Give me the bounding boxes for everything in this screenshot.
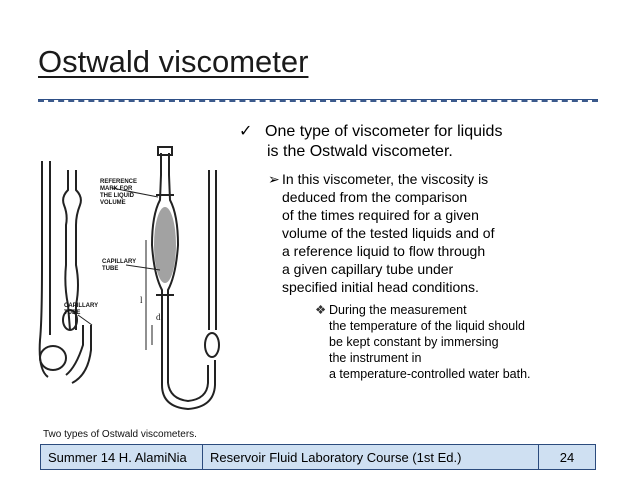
label-capillary-right-2: TUBE [102, 266, 119, 272]
label-reference-2: MARK FOR [100, 186, 133, 192]
bullet-line: In this viscometer, the viscosity is [282, 171, 489, 187]
bullet-line: specified initial head conditions. [282, 279, 479, 295]
label-capillary-left-2: TUBE [64, 310, 81, 316]
bullet-level-2 [268, 170, 613, 296]
label-capillary-left-1: CAPILLARY [64, 303, 99, 309]
viscometer-figure [28, 145, 243, 423]
bullet-line: volume of the tested liquids and of [282, 225, 495, 241]
bullet-list [239, 122, 613, 382]
bullet-line: is the Ostwald viscometer. [267, 143, 453, 160]
label-capillary-right-1: CAPILLARY [102, 259, 137, 265]
slide-title: Ostwald viscometer [38, 44, 309, 79]
bullet-line: a temperature-controlled water bath. [329, 367, 531, 381]
bullet-line: During the measurement [329, 303, 467, 317]
footer-course: Reservoir Fluid Laboratory Course (1st Ed.) [203, 445, 539, 469]
bullet-level-1 [239, 122, 613, 162]
figure-caption: Two types of Ostwald viscometers. [43, 429, 197, 440]
label-reference-1: REFERENCE [100, 179, 138, 185]
bullet-level-3 [315, 302, 613, 382]
checkmark-icon: ✓ [239, 123, 253, 140]
footer-page-number: 24 [559, 449, 575, 465]
title-divider [38, 100, 598, 102]
bullet-line: One type of viscometer for liquids [265, 123, 503, 140]
slide-footer [40, 444, 596, 470]
bullet-line: be kept constant by immersing [329, 335, 499, 349]
bullet-line: a reference liquid to flow through [282, 243, 486, 259]
label-l: l [140, 295, 143, 305]
bullet-line: the instrument in [329, 351, 422, 365]
arrow-bullet-icon: ➢ [268, 171, 280, 187]
label-d: d [156, 312, 161, 322]
label-reference-4: VOLUME [100, 200, 126, 206]
footer-author: Summer 14 H. AlamiNia [41, 445, 203, 469]
bullet-line: a given capillary tube under [282, 261, 454, 277]
bullet-line: the temperature of the liquid should [329, 319, 525, 333]
label-reference-3: THE LIQUID [100, 193, 134, 199]
bullet-line: deduced from the comparison [282, 189, 468, 205]
diamond-bullet-icon: ❖ [315, 303, 327, 317]
bullet-line: of the times required for a given [282, 207, 479, 223]
